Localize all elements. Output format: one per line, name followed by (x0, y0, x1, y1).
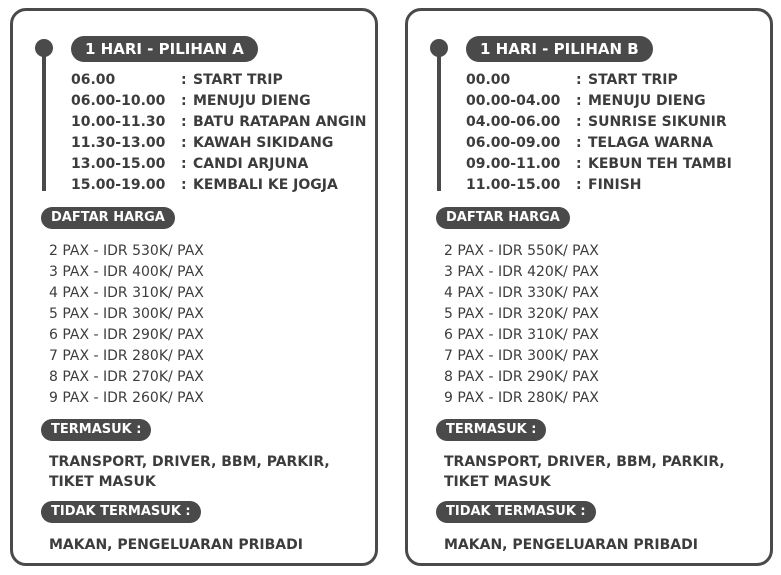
schedule-separator: : (181, 177, 187, 193)
schedule-time: 06.00-09.00 (466, 135, 561, 151)
package-card-b (405, 8, 773, 566)
schedule-activity: MENUJU DIENG (588, 93, 706, 109)
price-item: 9 PAX - IDR 260K/ PAX (49, 390, 204, 406)
excluded-text: MAKAN, PENGELUARAN PRIBADI (444, 537, 698, 553)
price-item: 5 PAX - IDR 320K/ PAX (444, 306, 599, 322)
schedule-item (466, 91, 732, 112)
price-item: 8 PAX - IDR 290K/ PAX (444, 369, 599, 385)
schedule-time: 13.00-15.00 (71, 156, 166, 172)
price-item: 4 PAX - IDR 330K/ PAX (444, 285, 599, 301)
schedule-time: 04.00-06.00 (466, 114, 561, 130)
schedule-time: 15.00-19.00 (71, 177, 166, 193)
schedule-item (71, 175, 366, 196)
schedule-separator: : (181, 156, 187, 172)
price-item: 2 PAX - IDR 550K/ PAX (444, 243, 599, 259)
price-list (49, 241, 204, 409)
timeline-line (42, 51, 46, 191)
timeline-line (437, 51, 441, 191)
schedule-activity: TELAGA WARNA (588, 135, 714, 151)
included-text: TRANSPORT, DRIVER, BBM, PARKIR, TIKET MASUK (444, 454, 725, 490)
schedule-activity: FINISH (588, 177, 642, 193)
price-list (444, 241, 599, 409)
schedule-separator: : (576, 93, 582, 109)
price-item: 8 PAX - IDR 270K/ PAX (49, 369, 204, 385)
schedule-item (466, 133, 732, 154)
schedule-time: 09.00-11.00 (466, 156, 561, 172)
excluded-text: MAKAN, PENGELUARAN PRIBADI (49, 537, 303, 553)
schedule-time: 11.00-15.00 (466, 177, 561, 193)
schedule-item (71, 133, 366, 154)
schedule-separator: : (181, 93, 187, 109)
schedule-time: 00.00-04.00 (466, 93, 561, 109)
schedule-separator: : (181, 114, 187, 130)
schedule-list (71, 70, 366, 196)
package-card-a (10, 8, 378, 566)
schedule-time: 11.30-13.00 (71, 135, 166, 151)
schedule-time: 06.00 (71, 72, 116, 88)
schedule-item (71, 91, 366, 112)
excluded-heading: TIDAK TERMASUK : (41, 501, 201, 523)
schedule-item (466, 70, 732, 91)
schedule-separator: : (181, 135, 187, 151)
schedule-activity: KAWAH SIKIDANG (193, 135, 334, 151)
schedule-separator: : (181, 72, 187, 88)
schedule-activity: KEBUN TEH TAMBI (588, 156, 732, 172)
schedule-activity: KEMBALI KE JOGJA (193, 177, 338, 193)
schedule-item (71, 154, 366, 175)
schedule-time: 00.00 (466, 72, 511, 88)
price-item: 9 PAX - IDR 280K/ PAX (444, 390, 599, 406)
schedule-item (466, 112, 732, 133)
schedule-item (466, 175, 732, 196)
timeline-dot-icon (35, 39, 53, 57)
schedule-activity: SUNRISE SIKUNIR (588, 114, 727, 130)
schedule-time: 06.00-10.00 (71, 93, 166, 109)
schedule-separator: : (576, 135, 582, 151)
schedule-separator: : (576, 156, 582, 172)
price-item: 2 PAX - IDR 530K/ PAX (49, 243, 204, 259)
schedule-activity: START TRIP (193, 72, 283, 88)
package-title: 1 HARI - PILIHAN B (466, 36, 653, 62)
schedule-item (71, 70, 366, 91)
included-heading: TERMASUK : (436, 419, 546, 441)
included-heading: TERMASUK : (41, 419, 151, 441)
price-item: 6 PAX - IDR 290K/ PAX (49, 327, 204, 343)
price-item: 3 PAX - IDR 420K/ PAX (444, 264, 599, 280)
price-item: 4 PAX - IDR 310K/ PAX (49, 285, 204, 301)
schedule-time: 10.00-11.30 (71, 114, 166, 130)
price-heading: DAFTAR HARGA (436, 207, 570, 229)
price-heading: DAFTAR HARGA (41, 207, 175, 229)
excluded-heading: TIDAK TERMASUK : (436, 501, 596, 523)
price-item: 7 PAX - IDR 280K/ PAX (49, 348, 204, 364)
schedule-separator: : (576, 177, 582, 193)
schedule-item (71, 112, 366, 133)
price-item: 6 PAX - IDR 310K/ PAX (444, 327, 599, 343)
schedule-item (466, 154, 732, 175)
schedule-separator: : (576, 114, 582, 130)
timeline-dot-icon (430, 39, 448, 57)
schedule-activity: BATU RATAPAN ANGIN (193, 114, 367, 130)
schedule-activity: CANDI ARJUNA (193, 156, 309, 172)
schedule-activity: START TRIP (588, 72, 678, 88)
price-item: 5 PAX - IDR 300K/ PAX (49, 306, 204, 322)
schedule-list (466, 70, 732, 196)
schedule-activity: MENUJU DIENG (193, 93, 311, 109)
package-title: 1 HARI - PILIHAN A (71, 36, 258, 62)
price-item: 7 PAX - IDR 300K/ PAX (444, 348, 599, 364)
price-item: 3 PAX - IDR 400K/ PAX (49, 264, 204, 280)
schedule-separator: : (576, 72, 582, 88)
included-text: TRANSPORT, DRIVER, BBM, PARKIR, TIKET MASUK (49, 454, 330, 490)
